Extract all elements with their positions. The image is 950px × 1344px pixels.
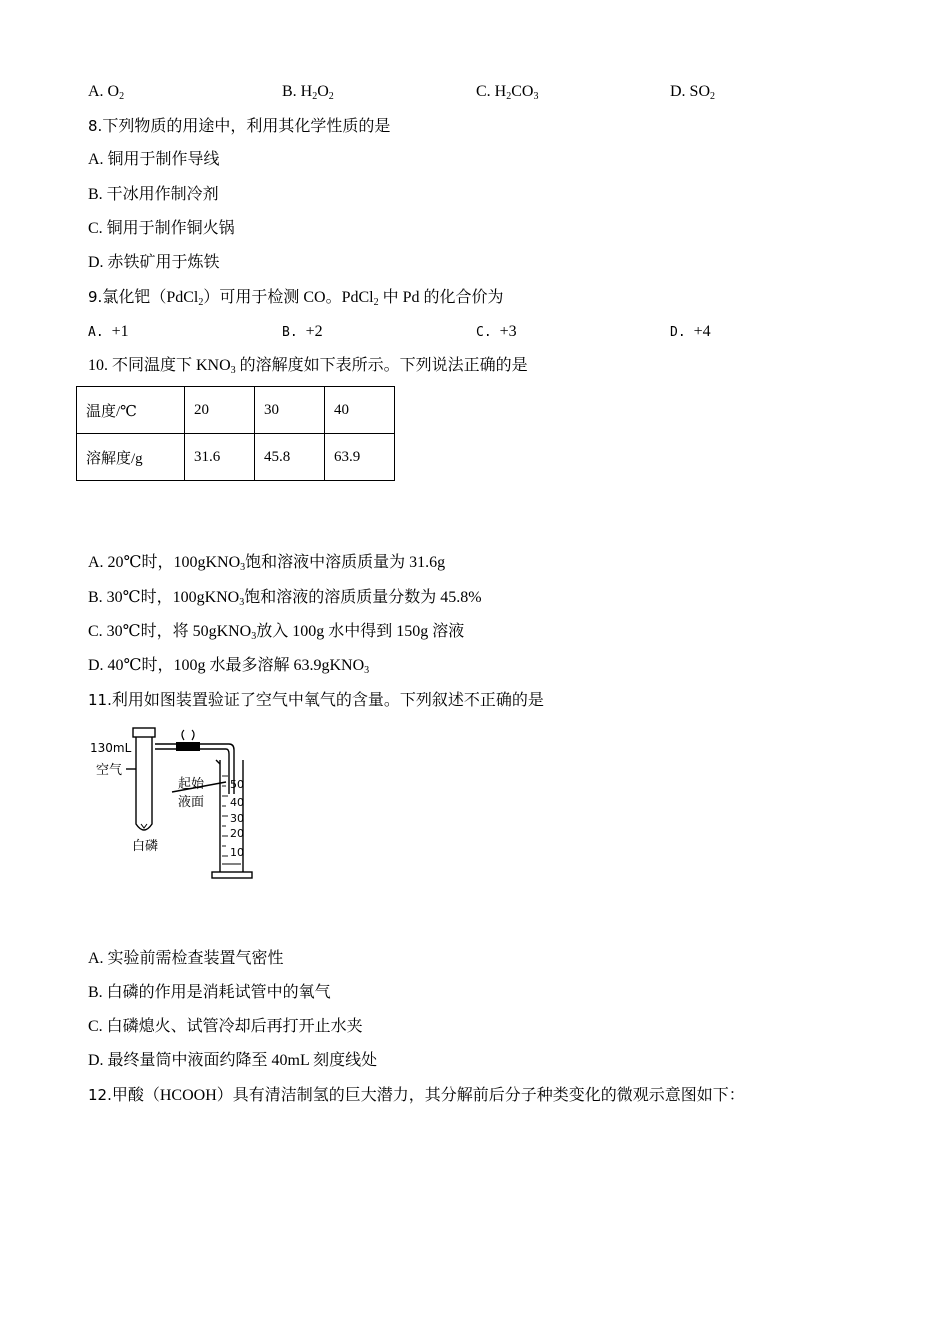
q9-option-a: A. +1 [88, 323, 129, 340]
q11-option-a: A. 实验前需检查装置气密性 [88, 950, 284, 967]
tick-label: 50 [230, 778, 244, 791]
tick-label: 20 [230, 827, 244, 840]
table-cell: 温度/℃ [77, 387, 185, 434]
q7-option-b: B. $H_2O_2$ [282, 83, 334, 102]
q7-option-a: A. $O_2$ [88, 83, 125, 102]
stopper [133, 728, 155, 737]
q9-option-d: D. +4 [670, 323, 711, 340]
q11-stem: 11.利用如图装置验证了空气中氧气的含量。下列叙述不正确的是 [88, 691, 544, 709]
table-cell: 31.6 [185, 434, 255, 481]
q9-option-b: B. +2 [282, 323, 323, 340]
table-cell: 40 [325, 387, 395, 434]
table-row [77, 387, 395, 434]
start-label-2: 液面 [178, 795, 205, 810]
solubility-table [76, 386, 395, 481]
tick-label: 40 [230, 796, 244, 809]
test-tube [136, 734, 152, 830]
q8-option-c: C. 铜用于制作铜火锅 [88, 220, 235, 237]
q11-option-c: C. 白磷熄火、试管冷却后再打开止水夹 [88, 1018, 363, 1035]
q10-option-c: C. 30℃时，将 50gKNO$_3$放入 100g 水中得到 150g 溶液 [88, 623, 465, 642]
apparatus-figure [86, 724, 276, 884]
tick-label: 30 [230, 812, 244, 825]
table-cell: 30 [255, 387, 325, 434]
air-label: 空气 [96, 763, 123, 778]
q10-option-a: A. 20℃时，100gKNO$_3$饱和溶液中溶质质量为 31.6g [88, 554, 446, 573]
q10-option-d: D. 40℃时，100g 水最多溶解 63.9gKNO$_3$ [88, 657, 370, 676]
tick-label: 10 [230, 846, 244, 859]
q9-stem: 9.氯化钯（PdCl$_2$）可用于检测 CO。PdCl$_2$ 中 Pd 的化合价为 [88, 288, 504, 308]
table-cell: 45.8 [255, 434, 325, 481]
q8-option-b: B. 干冰用作制冷剂 [88, 186, 219, 203]
q10-option-b: B. 30℃时，100gKNO$_3$饱和溶液的溶质质量分数为 45.8% [88, 589, 482, 608]
table-cell: 20 [185, 387, 255, 434]
q9-option-c: C. +3 [476, 323, 517, 340]
q11-option-b: B. 白磷的作用是消耗试管中的氧气 [88, 984, 331, 1001]
q11-option-d: D. 最终量筒中液面约降至 40mL 刻度线处 [88, 1052, 378, 1069]
q8-stem: 8.下列物质的用途中，利用其化学性质的是 [88, 117, 391, 135]
volume-label: 130mL [90, 741, 132, 755]
phosphorus-label: 白磷 [132, 839, 159, 854]
q8-option-a: A. 铜用于制作导线 [88, 151, 220, 168]
start-label-1: 起始 [178, 777, 205, 792]
q8-option-d: D. 赤铁矿用于炼铁 [88, 254, 220, 271]
clamp-icon [176, 742, 200, 751]
q12-stem: 12.甲酸（HCOOH）具有清洁制氢的巨大潜力，其分解前后分子种类变化的微观示意图如下： [88, 1086, 745, 1104]
table-row [77, 434, 395, 481]
table-cell: 63.9 [325, 434, 395, 481]
q7-option-c: C. $H_2CO_3$ [476, 83, 539, 102]
q10-stem: 10. 不同温度下 $KNO_3$ 的溶解度如下表所示。下列说法正确的是 [88, 357, 528, 376]
table-cell: 溶解度/g [77, 434, 185, 481]
q7-option-d: D. $SO_2$ [670, 83, 716, 102]
